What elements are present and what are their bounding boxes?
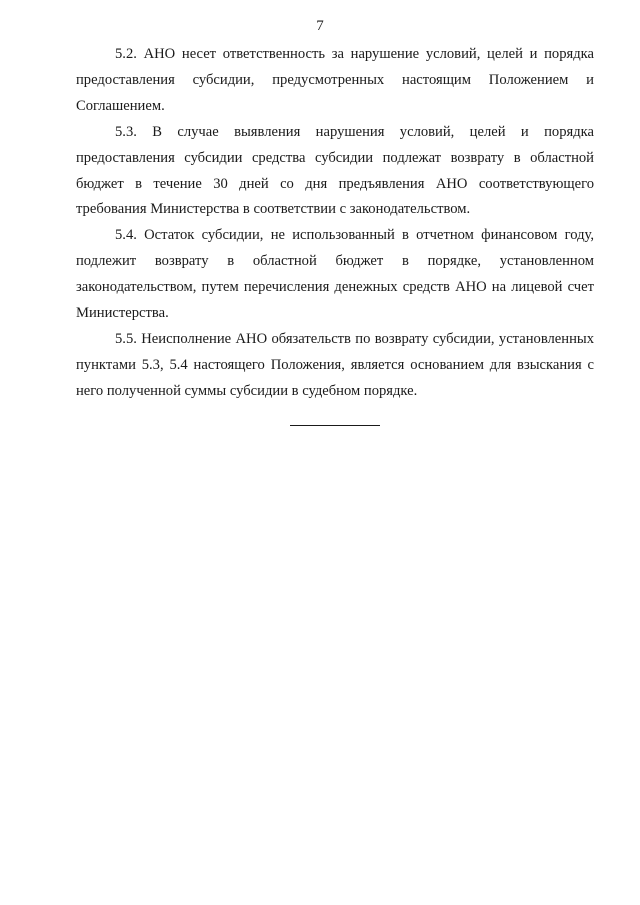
paragraph-5-3: 5.3. В случае выявления нарушения условий, целей и порядка предоставления субсидии средства субсидии подлежат возврату в областной бюджет в течение 30 дней со дня предъявления АНО соответствующего требования Министерства в соответствии с законодательством. — [76, 123, 594, 218]
document-body — [76, 42, 594, 405]
paragraph-5-4: 5.4. Остаток субсидии, не использованный в отчетном финансовом году, подлежит возврату в областной бюджет в порядке, установленном законодательством, путем перечисления денежных средств АНО на лицевой счет Министерства. — [76, 227, 594, 322]
paragraph-5-2: 5.2. АНО несет ответственность за нарушение условий, целей и порядка предоставления субсидии, предусмотренных настоящим Положением и Соглашением. — [76, 46, 594, 114]
page-number: 7 — [316, 18, 324, 34]
end-of-document-rule — [290, 425, 380, 426]
paragraph-5-5: 5.5. Неисполнение АНО обязательств по возврату субсидии, установленных пунктами 5.3, 5.4 настоящего Положения, является основанием для взыскания с него полученной суммы субсидии в судебном порядке. — [76, 330, 594, 399]
